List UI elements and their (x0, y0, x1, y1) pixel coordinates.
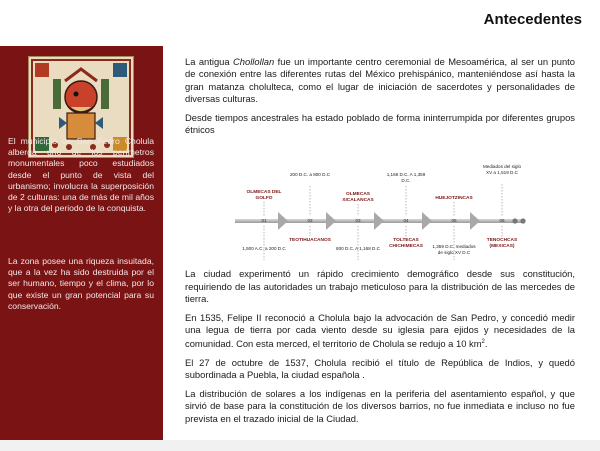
page-title: Antecedentes (483, 11, 582, 28)
date-label-3: 800 D.C. A 1,168 D.C (336, 246, 380, 252)
stage-number-5: 05 (451, 218, 457, 224)
ethnic-groups-paragraph: Desde tiempos ancestrales ha estado poblado de forma ininterrumpida por diferentes grupos étnicos (185, 111, 575, 136)
date-label-5: 1,359 D.C. mediados de siglo XV D.C (432, 244, 476, 256)
felipe-paragraph (185, 312, 575, 351)
stage-number-2: 02 (307, 218, 313, 224)
intro-italic: Chollollan (233, 56, 275, 67)
date-label-4: 1,168 D.C. A 1,359 D.C. (386, 172, 426, 184)
stage-number-4: 04 (403, 218, 409, 224)
culture-label-6: TENOCHCAS (MEXICAS) (486, 238, 518, 250)
felipe-text: En 1535, Felipe II reconoció a Cholula bajo la advocación de San Pedro, y concedió medir una legua de tierra por cada viento desde su iglesia para ejidos y necesidades de la comunidad. Con esta merced, el territorio de Cholula se redujo a 10 km (185, 311, 575, 350)
republic-paragraph: El 27 de octubre de 1537, Cholula recibió el título de República de Indios, y quedó subordinada a Puebla, la ciudad española . (185, 357, 575, 381)
culture-label-5: HUEJOTZINCAS (435, 196, 473, 202)
stage-number-3: 03 (355, 218, 361, 224)
growth-paragraph: La ciudad experimentó un rápido crecimiento demográfico desde sus constitución, requiriendo de las autoridades un trabajo meticuloso para la distribución de las mercedes de tierra. (185, 268, 575, 305)
intro-paragraph (185, 56, 575, 106)
main-content (185, 56, 575, 431)
intro-prefix: La antigua (185, 56, 234, 67)
area-superscript: 2 (481, 339, 485, 346)
sidebar-panel (0, 46, 163, 440)
stage-number-1: 01 (261, 218, 267, 224)
footer-bar (0, 440, 600, 451)
solares-paragraph: La distribución de solares a los indígenas en la periferia del asentamiento español, y que sirvió de base para la constitución de los diversos barrios, no fue inmediata e incluso no fue prevista en el trazado inicial de la Ciudad. (185, 387, 575, 424)
culture-label-3: OLMECAS XICALANCAS (342, 192, 374, 204)
date-label-1: 1,500 A.C. a 200 D.C (242, 246, 286, 252)
timeline-diagram (185, 142, 575, 262)
stage-number-6: 06 (499, 218, 505, 224)
culture-label-2: TEOTIHUACANOS (289, 238, 331, 244)
culture-label-1: OLMECAS DEL GOLFO (246, 190, 282, 202)
date-label-2: 200 D.C. a 800 D.C (289, 172, 331, 178)
intro-rest: fue un importante centro ceremonial de Mesoamérica, al ser un punto de conexión entre las diferentes rutas del México prehispánico, manteniéndose así hasta la gran matanza cholulteca, como el lugar de iniciación de sacerdotes y personalidades de diversas culturas. (185, 56, 575, 105)
sidebar-paragraph-2: La zona posee una riqueza insuitada, que a la vez ha sido destruida por el ser humano, tiempo y el clima, por lo que existe un gran potencial para su conservación. (8, 256, 154, 311)
header-bar (0, 0, 600, 40)
sidebar-paragraph-1: El municipio de San Pedro Cholula alberga uno de los perímetros monumentales poco estudiados desde el punto de vista del urbanismo; involucra la superposición de 2 culturas: una de más de mil años y la otra del periodo de la conquista. (8, 136, 154, 214)
culture-label-4: TOLTECAS CHICHIMECAS (389, 238, 423, 250)
date-label-6: Mediados del siglo XV a 1,519 D.C (482, 164, 522, 176)
felipe-end: . (484, 338, 488, 350)
